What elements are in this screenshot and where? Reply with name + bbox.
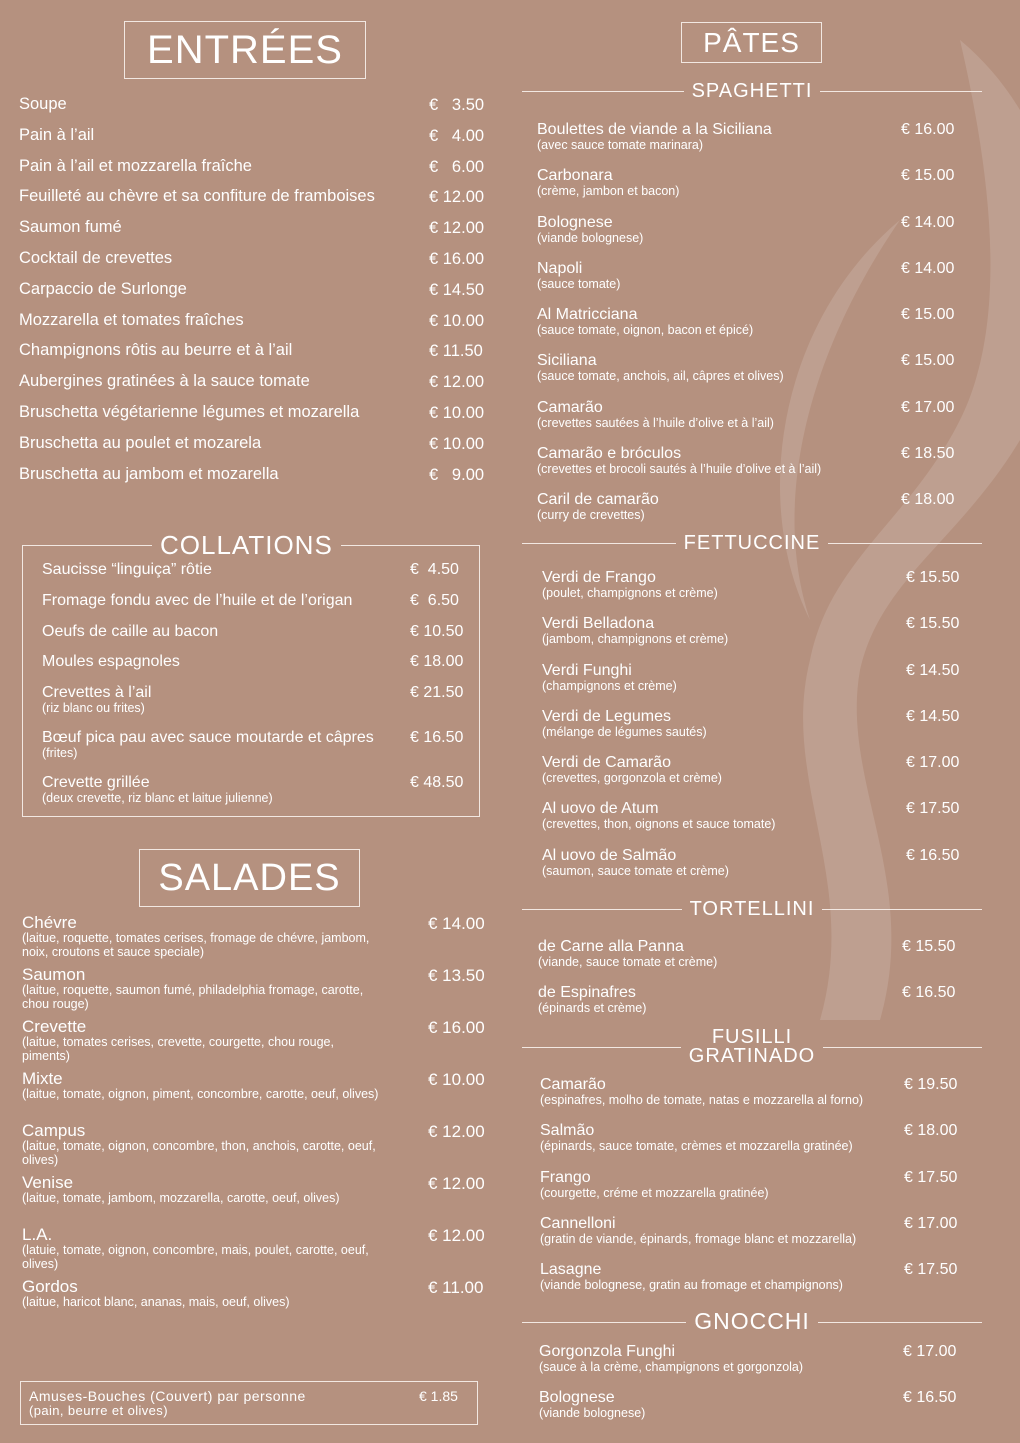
- menu-item-price: € 15.50: [906, 569, 960, 586]
- menu-item-price: € 12.00: [428, 1174, 485, 1193]
- menu-item-name: Campus: [22, 1121, 86, 1140]
- menu-item-price: € 15.50: [906, 615, 960, 633]
- menu-item-description: (gratin de viande, épinards, fromage blanc et mozzarella): [540, 1231, 857, 1246]
- menu-item-name: Feuilleté au chèvre et sa confiture de framboises: [19, 187, 375, 206]
- menu-item: [22, 1225, 485, 1278]
- menu-item: [19, 219, 489, 250]
- menu-item-description: (viande, sauce tomate et crème): [538, 955, 718, 969]
- menu-item: [22, 965, 485, 1018]
- menu-item-name: L.A.: [22, 1225, 53, 1244]
- menu-item: [19, 373, 489, 404]
- menu-item-name: Gordos: [22, 1277, 78, 1296]
- menu-item-price: € 14.00: [428, 914, 485, 933]
- menu-item-name: Chévre: [22, 913, 77, 932]
- menu-item-price: € 10.00: [429, 311, 485, 330]
- menu-item: [542, 708, 962, 754]
- menu-item-price: € 4.50: [410, 561, 459, 578]
- menu-item-description: (laitue, tomate, oignon, piment, concombre, carotte, oeuf, olives): [22, 1087, 379, 1101]
- menu-item: [42, 684, 462, 729]
- menu-item: [542, 754, 962, 800]
- menu-item-description: (crevettes sautées à l’huile d’olive et à l’ail): [537, 415, 774, 430]
- menu-item: [22, 1278, 482, 1330]
- menu-item: [42, 774, 462, 819]
- menu-item-description: (sauce tomate): [537, 276, 621, 291]
- menu-item-name: Aubergines gratinées à la sauce tomate: [19, 372, 310, 391]
- menu-item-description: (crevettes et brocoli sautés à l’huile d’olive et à l’ail): [537, 462, 822, 477]
- menu-item-description: (avec sauce tomate marinara): [537, 138, 704, 152]
- menu-item-name: Cocktail de crevettes: [19, 248, 173, 267]
- menu-item: [19, 404, 489, 435]
- menu-item-name: Crevette grillée: [42, 774, 150, 792]
- menu-item-name: de Espinafres: [538, 984, 636, 1002]
- menu-item-name: Cannelloni: [540, 1214, 616, 1232]
- gnocchi-list: [539, 1343, 959, 1436]
- menu-item-price: € 10.00: [429, 434, 485, 453]
- salades-title: [139, 849, 360, 907]
- collations-title: [22, 530, 481, 560]
- menu-item-price: € 4.00: [429, 126, 485, 145]
- menu-item-price: € 17.00: [906, 754, 960, 772]
- fettuccine-title: [522, 530, 982, 556]
- menu-item-name: Bruschetta au poulet et mozarela: [19, 433, 262, 452]
- menu-item-price: € 12.00: [429, 188, 485, 207]
- menu-item-price: € 12.00: [429, 219, 485, 238]
- menu-item-description: (champignons et crème): [542, 678, 677, 693]
- menu-item-name: Champignons rôtis au beurre et à l’ail: [19, 341, 293, 360]
- menu-item-description: (riz blanc ou frites): [42, 701, 145, 716]
- fusilli-list: [540, 1076, 960, 1307]
- collations-list: [42, 561, 462, 819]
- menu-item: [537, 306, 957, 352]
- menu-item-description: (épinards et crème): [538, 1001, 647, 1016]
- menu-item-price: € 18.00: [901, 491, 955, 509]
- menu-item-price: € 13.50: [428, 966, 485, 985]
- menu-item-price: € 16.50: [906, 846, 960, 864]
- menu-item: [42, 653, 462, 684]
- menu-item-name: Saumon: [22, 965, 86, 984]
- fusilli-title-line2: GRATINADO: [688, 1045, 816, 1067]
- menu-item-name: Al uovo de Atum: [542, 800, 659, 818]
- gnocchi-title-text: GNOCCHI: [694, 1308, 810, 1335]
- menu-item-description: (laitue, roquette, saumon fumé, philadelphia fromage, carotte, chou rouge): [22, 983, 364, 1011]
- menu-item: [538, 938, 958, 984]
- tortellini-title-text: TORTELLINI: [689, 897, 815, 920]
- menu-item: [537, 445, 957, 491]
- menu-item-name: Bolognese: [537, 213, 613, 231]
- menu-item: [19, 158, 489, 189]
- fusilli-title-line1: FUSILLI: [711, 1026, 793, 1048]
- menu-item-description: (sauce tomate, oignon, bacon et épicé): [537, 323, 754, 338]
- menu-item: [19, 188, 489, 219]
- menu-item-description: (courgette, créme et mozzarella gratinée): [540, 1185, 769, 1200]
- tortellini-list: [538, 938, 958, 1031]
- menu-item-name: Camarão: [540, 1076, 606, 1093]
- menu-item: [540, 1261, 960, 1307]
- spaghetti-title-text: SPAGHETTI: [691, 79, 813, 102]
- menu-item-name: Napoli: [537, 259, 583, 277]
- menu-item-name: de Carne alla Panna: [538, 938, 684, 955]
- couvert-desc: (pain, beurre et olives): [29, 1403, 168, 1418]
- menu-item: [542, 569, 962, 615]
- pates-title-text: PÂTES: [703, 26, 800, 58]
- menu-item-price: € 16.00: [901, 121, 955, 138]
- menu-item-name: Boulettes de viande a la Siciliana: [537, 121, 772, 138]
- menu-item: [19, 466, 489, 497]
- menu-item-description: (viande bolognese): [539, 1406, 646, 1421]
- menu-item-name: Crevettes à l’ail: [42, 684, 152, 702]
- menu-item: [542, 847, 962, 893]
- menu-item-price: € 11.00: [428, 1278, 484, 1297]
- menu-item: [540, 1122, 960, 1168]
- menu-item-price: € 21.50: [410, 684, 464, 702]
- menu-item-description: (crème, jambon et bacon): [537, 184, 680, 199]
- menu-item-name: Verdi de Legumes: [542, 707, 671, 725]
- menu-item-name: Saucisse “linguiça” rôtie: [42, 561, 212, 578]
- salades-list: [22, 913, 485, 1330]
- salades-title-text: SALADES: [158, 856, 341, 899]
- menu-item: [19, 281, 489, 312]
- menu-item-price: € 14.00: [901, 213, 955, 231]
- entrees-title-text: ENTRÉES: [147, 27, 343, 72]
- menu-item-price: € 16.00: [429, 249, 485, 268]
- menu-item-name: Crevette: [22, 1017, 87, 1036]
- menu-item-price: € 19.50: [904, 1076, 958, 1093]
- menu-item-price: € 16.00: [428, 1018, 485, 1037]
- menu-item-price: € 10.00: [428, 1070, 485, 1089]
- menu-item-name: Lasagne: [540, 1261, 602, 1279]
- menu-item-name: Camarão: [537, 398, 603, 416]
- menu-item-price: € 11.50: [429, 342, 483, 361]
- tortellini-title: [522, 896, 982, 922]
- menu-item: [540, 1215, 960, 1261]
- menu-item-price: € 15.00: [901, 167, 955, 185]
- menu-item: [540, 1169, 960, 1215]
- menu-item-price: € 17.00: [903, 1343, 957, 1360]
- menu-item: [22, 1173, 485, 1226]
- menu-item: [542, 662, 962, 708]
- fusilli-title-text: [681, 1028, 823, 1066]
- menu-item-description: (épinards, sauce tomate, crèmes et mozzarella gratinée): [540, 1139, 853, 1154]
- menu-item-description: (laitue, tomate, oignon, concombre, thon, anchois, carotte, oeuf, olives): [22, 1139, 376, 1167]
- menu-item-price: € 17.50: [904, 1261, 958, 1279]
- menu-item-price: € 10.50: [410, 622, 464, 640]
- menu-item: [537, 214, 957, 260]
- menu-item-price: € 17.50: [906, 800, 960, 818]
- menu-item: [22, 913, 485, 966]
- menu-item-price: € 15.00: [901, 306, 955, 324]
- menu-item-price: € 14.50: [906, 707, 960, 725]
- menu-item-price: € 12.00: [428, 1122, 485, 1141]
- menu-item: [537, 121, 957, 167]
- menu-item: [19, 250, 489, 281]
- menu-item: [542, 800, 962, 846]
- menu-item-name: Saumon fumé: [19, 218, 122, 237]
- menu-item: [537, 352, 957, 398]
- menu-item-price: € 15.00: [901, 352, 955, 370]
- menu-item-price: € 48.50: [410, 774, 464, 792]
- menu-item-price: € 12.00: [428, 1226, 485, 1245]
- menu-item: [22, 1069, 485, 1122]
- menu-item-name: Bruschetta végétarienne légumes et mozarella: [19, 402, 360, 421]
- menu-item-description: (sauce tomate, anchois, ail, câpres et olives): [537, 369, 784, 384]
- menu-item: [42, 561, 462, 592]
- menu-item-description: (frites): [42, 746, 78, 761]
- menu-item-name: Salmão: [540, 1122, 595, 1140]
- menu-item-description: (saumon, sauce tomate et crème): [542, 863, 729, 878]
- fettuccine-title-text: FETTUCCINE: [683, 531, 821, 554]
- menu-item-name: Carpaccio de Surlonge: [19, 279, 187, 298]
- menu-item-description: (laitue, tomate, jambom, mozzarella, carotte, oeuf, olives): [22, 1191, 340, 1205]
- menu-item-price: € 3.50: [429, 96, 485, 114]
- menu-item: [22, 1017, 485, 1070]
- menu-item-name: Moules espagnoles: [42, 653, 180, 671]
- pates-title: [681, 22, 822, 63]
- menu-item-name: Soupe: [19, 95, 67, 113]
- menu-item-name: Mixte: [22, 1069, 63, 1088]
- menu-item-description: (latuie, tomate, oignon, concombre, mais, poulet, carotte, oeuf, olives): [22, 1243, 369, 1271]
- menu-item: [538, 984, 958, 1030]
- menu-item-description: (sauce à la crème, champignons et gorgonzola): [539, 1360, 804, 1374]
- menu-item-name: Venise: [22, 1173, 74, 1192]
- menu-item-price: € 12.00: [429, 373, 485, 392]
- menu-item-description: (laitue, roquette, tomates cerises, fromage de chévre, jambom, noix, croutons et sauce speciale): [22, 931, 370, 959]
- menu-item-name: Bœuf pica pau avec sauce moutarde et câpres: [42, 729, 374, 747]
- menu-item: [19, 96, 489, 127]
- menu-item-price: € 10.00: [429, 403, 485, 422]
- entrees-list: [19, 96, 489, 496]
- entrees-title: [124, 21, 366, 79]
- menu-item-price: € 14.00: [901, 259, 955, 277]
- menu-item-price: € 18.50: [901, 445, 955, 463]
- menu-item: [542, 615, 962, 661]
- menu-item: [537, 260, 957, 306]
- gnocchi-title: [522, 1308, 982, 1336]
- menu-item: [19, 342, 489, 373]
- menu-item: [42, 592, 462, 623]
- menu-item-name: Oeufs de caille au bacon: [42, 622, 219, 640]
- menu-item-name: Frango: [540, 1168, 591, 1186]
- menu-item-price: € 16.50: [410, 729, 464, 747]
- menu-item-name: Siciliana: [537, 352, 597, 370]
- menu-item-description: (crevettes, gorgonzola et crème): [542, 771, 722, 786]
- menu-item-price: € 16.50: [903, 1389, 957, 1407]
- menu-item-description: (viande bolognese, gratin au fromage et champignons): [540, 1278, 843, 1293]
- menu-item-description: (jambom, champignons et crème): [542, 632, 729, 647]
- menu-item-name: Bruschetta au jambom et mozarella: [19, 464, 279, 483]
- menu-item-description: (viande bolognese): [537, 230, 644, 245]
- menu-item-name: Carbonara: [537, 167, 613, 185]
- menu-item: [539, 1389, 959, 1435]
- menu-item: [22, 1121, 485, 1174]
- menu-item-description: (crevettes, thon, oignons et sauce tomate): [542, 817, 776, 832]
- spaghetti-list: [537, 121, 957, 538]
- menu-item-price: € 6.50: [410, 591, 459, 609]
- couvert-item: [29, 1388, 469, 1418]
- menu-item-price: € 18.00: [904, 1122, 958, 1140]
- menu-item-name: Verdi de Camarão: [542, 754, 671, 772]
- menu-item-name: Mozzarella et tomates fraîches: [19, 310, 244, 329]
- fusilli-title: [522, 1026, 982, 1068]
- menu-item-name: Fromage fondu avec de l’huile et de l’origan: [42, 591, 353, 609]
- menu-item-price: € 17.00: [901, 398, 955, 416]
- menu-item-name: Verdi de Frango: [542, 569, 656, 586]
- menu-item-price: € 14.50: [906, 661, 960, 679]
- menu-item-name: Pain à l’ail et mozzarella fraîche: [19, 156, 252, 175]
- menu-item-name: Pain à l’ail: [19, 125, 95, 144]
- couvert-name: Amuses-Bouches (Couvert) par personne: [29, 1388, 306, 1404]
- menu-item-price: € 17.00: [904, 1214, 958, 1232]
- menu-item-price: € 15.50: [902, 938, 956, 955]
- menu-item: [19, 127, 489, 158]
- menu-item-description: (poulet, champignons et crème): [542, 586, 718, 600]
- menu-item-name: Gorgonzola Funghi: [539, 1343, 676, 1360]
- menu-item-price: € 9.00: [429, 465, 485, 484]
- menu-item-description: (espinafres, molho de tomate, natas e mozzarella al forno): [540, 1093, 864, 1107]
- menu-item: [537, 399, 957, 445]
- menu-item-price: € 16.50: [902, 984, 956, 1002]
- menu-item: [42, 729, 462, 774]
- menu-item: [539, 1343, 959, 1389]
- menu-item: [42, 623, 462, 654]
- menu-item-name: Al uovo de Salmão: [542, 846, 677, 864]
- menu-item-name: Al Matricciana: [537, 306, 638, 324]
- menu-item-price: € 18.00: [410, 653, 464, 671]
- menu-item-name: Camarão e bróculos: [537, 445, 682, 463]
- menu-item-description: (laitue, haricot blanc, ananas, mais, oeuf, olives): [22, 1295, 290, 1309]
- menu-item: [537, 167, 957, 213]
- menu-item-name: Verdi Belladona: [542, 615, 655, 633]
- menu-item-description: (deux crevette, riz blanc et laitue julienne): [42, 791, 273, 806]
- menu-item: [19, 435, 489, 466]
- menu-item-name: Verdi Funghi: [542, 661, 632, 679]
- collations-title-text: COLLATIONS: [152, 533, 341, 558]
- fettuccine-list: [542, 569, 962, 893]
- menu-item-name: Bolognese: [539, 1389, 615, 1407]
- spaghetti-title: [522, 78, 982, 104]
- couvert-price: € 1.85: [419, 1388, 458, 1404]
- menu-item-price: € 17.50: [904, 1168, 958, 1186]
- menu-item-price: € 14.50: [429, 280, 485, 299]
- menu-item-price: € 6.00: [429, 157, 485, 176]
- menu-item-description: (curry de crevettes): [537, 508, 645, 523]
- menu-item-name: Caril de camarão: [537, 491, 659, 509]
- menu-item-description: (laitue, tomates cerises, crevette, courgette, chou rouge, piments): [22, 1035, 334, 1063]
- menu-item: [540, 1076, 960, 1122]
- menu-item: [19, 312, 489, 343]
- menu-item-description: (mélange de légumes sautés): [542, 724, 707, 739]
